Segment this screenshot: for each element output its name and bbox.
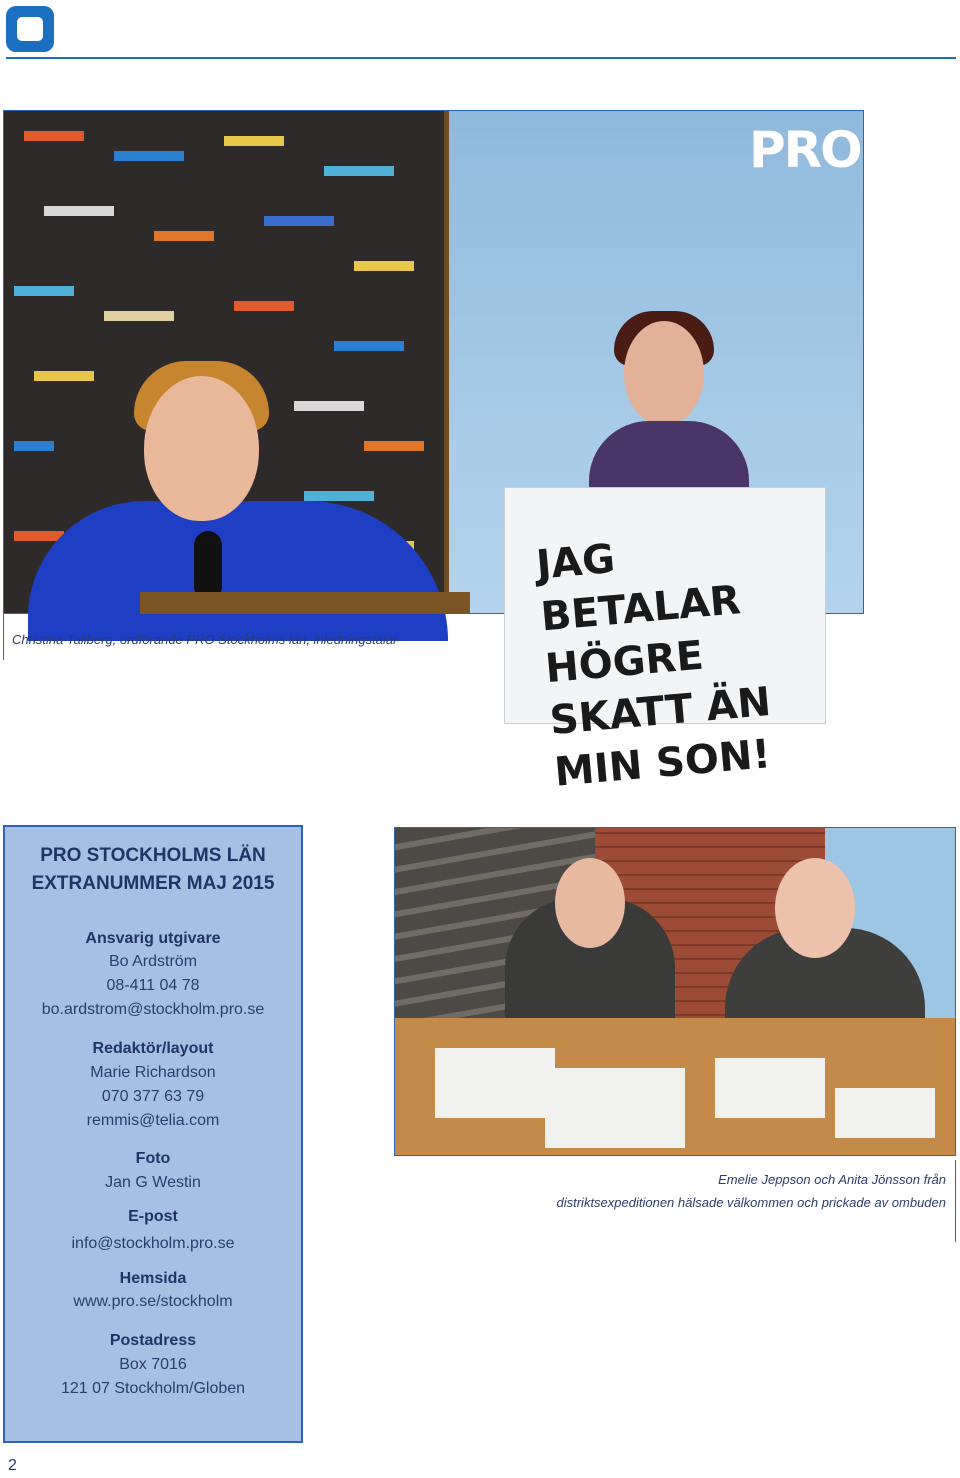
bottom-caption-line1: Emelie Jeppson och Anita Jönsson från [718, 1172, 946, 1187]
address-heading: Postadress [109, 1332, 197, 1349]
publisher-heading: Ansvarig utgivare [85, 930, 221, 947]
email-heading: E-post [128, 1208, 178, 1225]
address-line2: 121 07 Stockholm/Globen [60, 1380, 246, 1397]
paper-sheet [835, 1088, 935, 1138]
colophon-title: PRO STOCKHOLMS LÄN [40, 845, 266, 866]
caption-rule [3, 612, 4, 660]
protest-sign [504, 487, 826, 796]
photographer-name: Jan G Westin [105, 1174, 201, 1191]
editor-email: remmis@telia.com [86, 1112, 220, 1129]
banner-woman-face [624, 321, 704, 426]
woman-right-face [775, 858, 855, 958]
email-value: info@stockholm.pro.se [71, 1235, 235, 1252]
woman-left-face [555, 858, 625, 948]
paper-sheet [715, 1058, 825, 1118]
editor-heading: Redaktör/layout [92, 1040, 214, 1057]
paper-sheet [435, 1048, 555, 1118]
page-number: 2 [8, 1457, 17, 1474]
header-rule [6, 57, 956, 59]
editor-name: Marie Richardson [90, 1064, 216, 1081]
web-value: www.pro.se/stockholm [73, 1293, 233, 1310]
podium [140, 592, 470, 614]
caption-rule-right [955, 1160, 956, 1242]
colophon-issue: EXTRANUMMER MAJ 2015 [31, 873, 275, 894]
publisher-email: bo.ardstrom@stockholm.pro.se [41, 1001, 265, 1018]
photo-reception [394, 827, 956, 1156]
colophon-box [3, 825, 303, 1443]
speaker-face [144, 376, 259, 521]
paper-sheet [545, 1068, 685, 1148]
banner-wordmark: PRO [749, 121, 861, 179]
address-line1: Box 7016 [119, 1356, 187, 1373]
web-heading: Hemsida [119, 1270, 187, 1287]
editor-phone: 070 377 63 79 [101, 1088, 205, 1105]
sign-text: JAG BETALAR HÖGRE SKATT ÄN MIN SON! [534, 535, 773, 796]
pro-logo-icon [6, 6, 54, 52]
publisher-name: Bo Ardström [108, 953, 198, 970]
top-photo-caption: Christina Tallberg, ordförande PRO Stockholms län, inledningstalar [12, 632, 398, 647]
microphone-icon [194, 531, 222, 601]
publisher-phone: 08-411 04 78 [106, 977, 200, 994]
photo-heading: Foto [135, 1150, 171, 1167]
bottom-caption-line2: distriktsexpeditionen hälsade välkommen och prickade av ombuden [556, 1195, 946, 1210]
